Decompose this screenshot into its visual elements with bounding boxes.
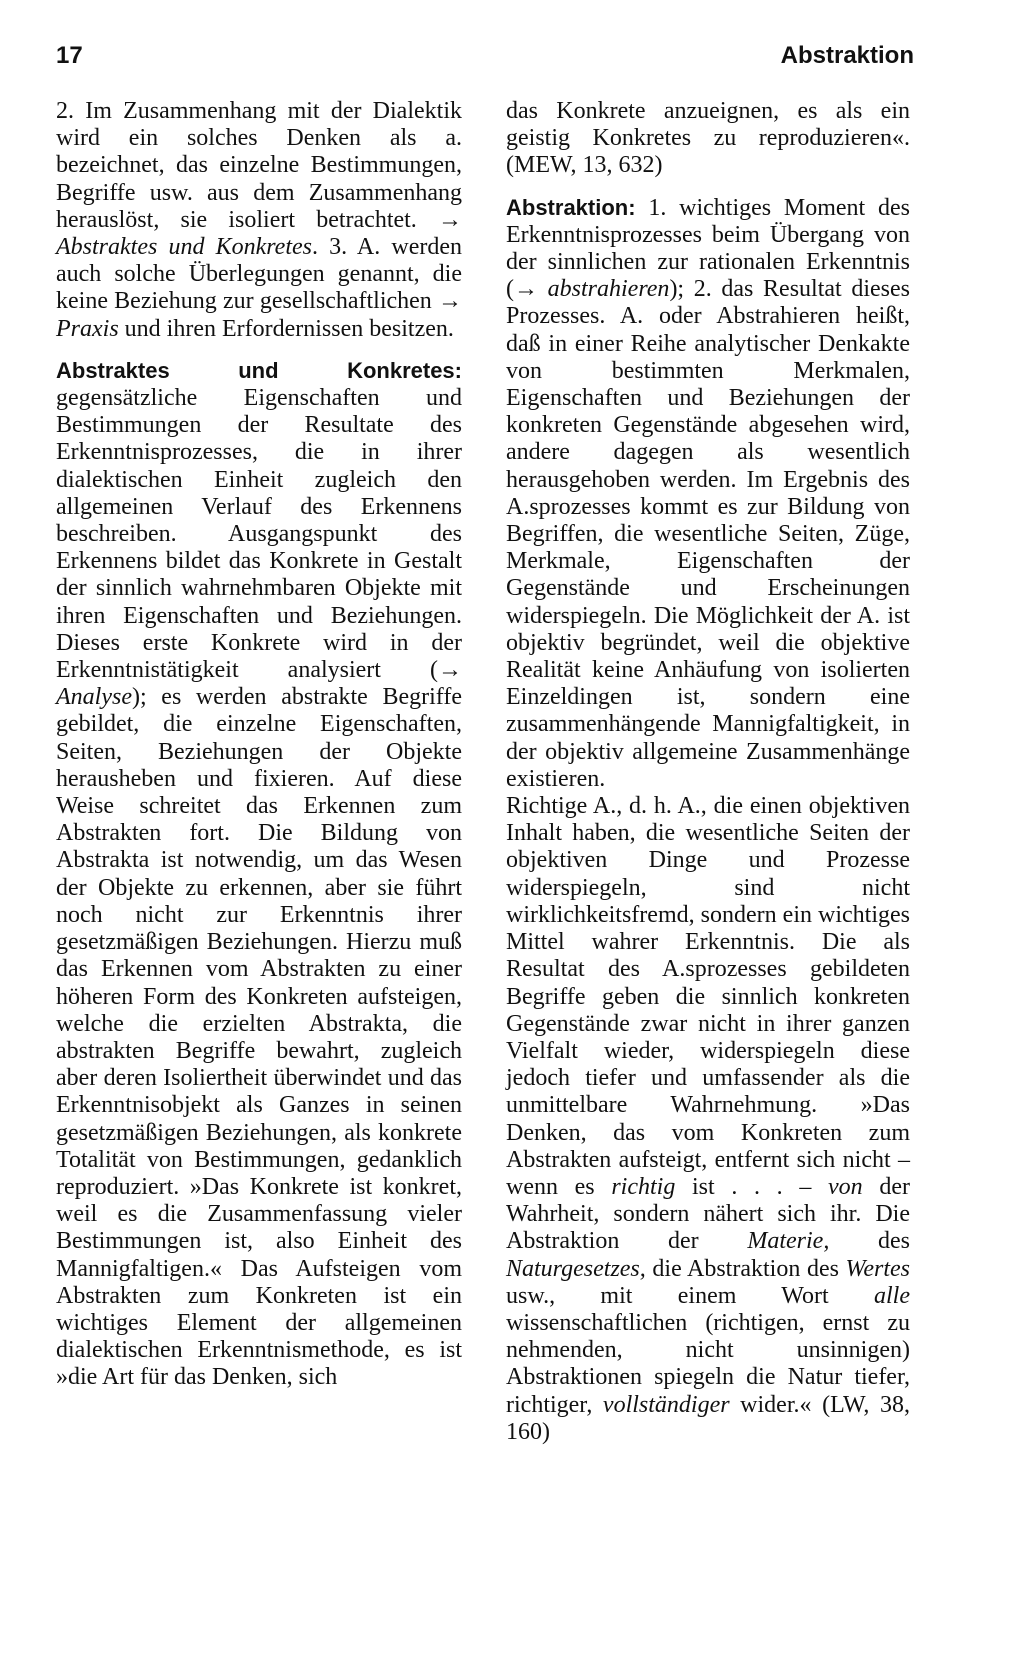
entry-abstraktion-paragraph-2: Richtige A., d. h. A., die einen objektiven Inhalt haben, die wesentliche Seiten der objektiven Dinge und Prozesse widerspiegeln, sind nicht wirklichkeitsfremd, sondern ein wichtiges Mittel wahrer Erkenntnis. Die als Resultat des A.sprozesses gebildeten Begriffe geben die sinnlich konkreten Gegenstände zwar nicht in ihrer ganzen Vielfalt wieder, widerspiegeln diese jedoch tiefer und umfassender als die unmittelbare Wahrnehmung. »Das Denken, das vom Konkreten zum Abstrakten aufsteigt, entfernt sich nicht – wenn es richtig ist . . . – von der Wahrheit, sondern nähert sich ihr. Die Abstraktion der Materie, des Naturgesetzes, die Abstraktion des Wertes usw., mit einem Wort alle wissenschaftlichen (richtigen, ernst zu nehmenden, nicht unsinnigen) Abstraktionen spiegeln die Natur tiefer, richtiger, vollständiger wider.« (LW, 38, 160) [506,793,911,1445]
page-header [56,42,914,78]
entry-continuation-quote: das Konkrete anzueignen, es als ein geistig Konkretes zu reproduzieren«. (MEW, 13, 632) [506,98,910,179]
cross-reference[interactable]: abstrahieren [547,276,670,303]
entry-lemma: Abstraktes und Konkretes: [56,357,462,383]
entry-continuation-abstrakt: 2. Im Zusammenhang mit der Dialektik wird ein solches Denken als a. bezeichnet, das einzelne Bestimmungen, Begriffe usw. aus dem Zusammenhang herauslöst, sie isoliert betrachtet. → Abstraktes und Konkretes. 3. A. werden auch solche Überlegungen genannt, die keine Beziehung zur gesellschaftlichen → Praxis und ihren Erfordernissen besitzen. [56,98,463,342]
emphasis: Materie, [747,1228,830,1255]
cross-reference[interactable]: Praxis [56,315,119,342]
entry-abstraktes-und-konkretes: Abstraktes und Konkretes: gegensätzliche Eigenschaften und Bestimmungen der Resultate des Erkenntnisprozesses, die in ihrer dialektischen Einheit zugleich den allgemeinen Verlauf des Erkennens beschreiben. Ausgangspunkt des Erkennens bildet das Konkrete in Gestalt der sinnlich wahrnehmbaren Objekte mit ihren Eigenschaften und Beziehungen. Dieses erste Konkrete wird in der Erkenntnistätigkeit analysiert (→ Analyse); es werden abstrakte Begriffe gebildet, die einzelne Eigenschaften, Seiten, Beziehungen der Objekte herausheben und fixieren. Auf diese Weise schreitet das Erkennen zum Abstrakten fort. Die Bildung von Abstrakta ist notwendig, um das Wesen der Objekte zu erkennen, aber sie führt noch nicht zur Erkenntnis ihrer gesetzmäßigen Beziehungen. Hierzu muß das Erkennen vom Abstrakten zu einer höheren Form des Konkreten aufsteigen, welche die erzielten Abstrakta, die abstrakten Begriffe bewahrt, zugleich aber deren Isoliertheit überwindet und das Erkenntnisobjekt als Ganzes in seinen gesetzmäßigen Beziehungen, als konkrete Totalität von Bestimmungen, gedanklich reproduziert. »Das Konkrete ist konkret, weil es die Zusammenfassung vieler Bestimmungen ist, also Einheit des Mannigfaltigen.« Das Aufsteigen vom Abstrakten zum Konkreten ist ein wichtiges Element der allgemeinen dialektischen Erkenntnismethode, es ist »die Art für das Denken, sich [56,357,462,1391]
cross-reference[interactable]: Abstraktes und Konkretes [56,234,312,261]
entry-abstraktion: Abstraktion: 1. wichtiges Moment des Erkenntnisprozesses beim Übergang von der sinnlichen zur rationalen Erkenntnis (→ abstrahieren); 2. das Resultat dieses Prozesses. A. oder Abstrahieren heißt, daß in einer Reihe analytischer Denkakte von bestimmten Merkmalen, Eigenschaften und Beziehungen der konkreten Gegenstände abgesehen wird, andere dagegen als wesentlich herausgehoben werden. Im Ergebnis des A.sprozesses kommt es zur Bildung von Begriffen, die wesentliche Seiten, Züge, Merkmale, Eigenschaften der Gegenstände und Erscheinungen widerspiegeln. Die Möglichkeit der A. ist objektiv begründet, weil die objektive Realität keine Anhäufung von isolierten Einzeldingen ist, sondern eine zusammenhängende Mannigfaltigkeit, in der objektiv allgemeine Zusammenhänge existieren. [506,194,910,792]
running-head: Abstraktion [780,42,914,69]
left-column [56,98,462,1392]
entry-lemma: Abstraktion: [506,194,636,220]
cross-reference[interactable]: Analyse [56,684,132,711]
emphasis: Naturgesetzes, [506,1255,646,1282]
emphasis: vollständiger [602,1391,730,1418]
emphasis: alle [874,1282,910,1309]
emphasis: richtig [611,1173,676,1200]
right-column [506,98,910,1446]
emphasis: Wertes [845,1255,910,1282]
emphasis: von [828,1173,863,1200]
page-number: 17 [56,42,83,69]
